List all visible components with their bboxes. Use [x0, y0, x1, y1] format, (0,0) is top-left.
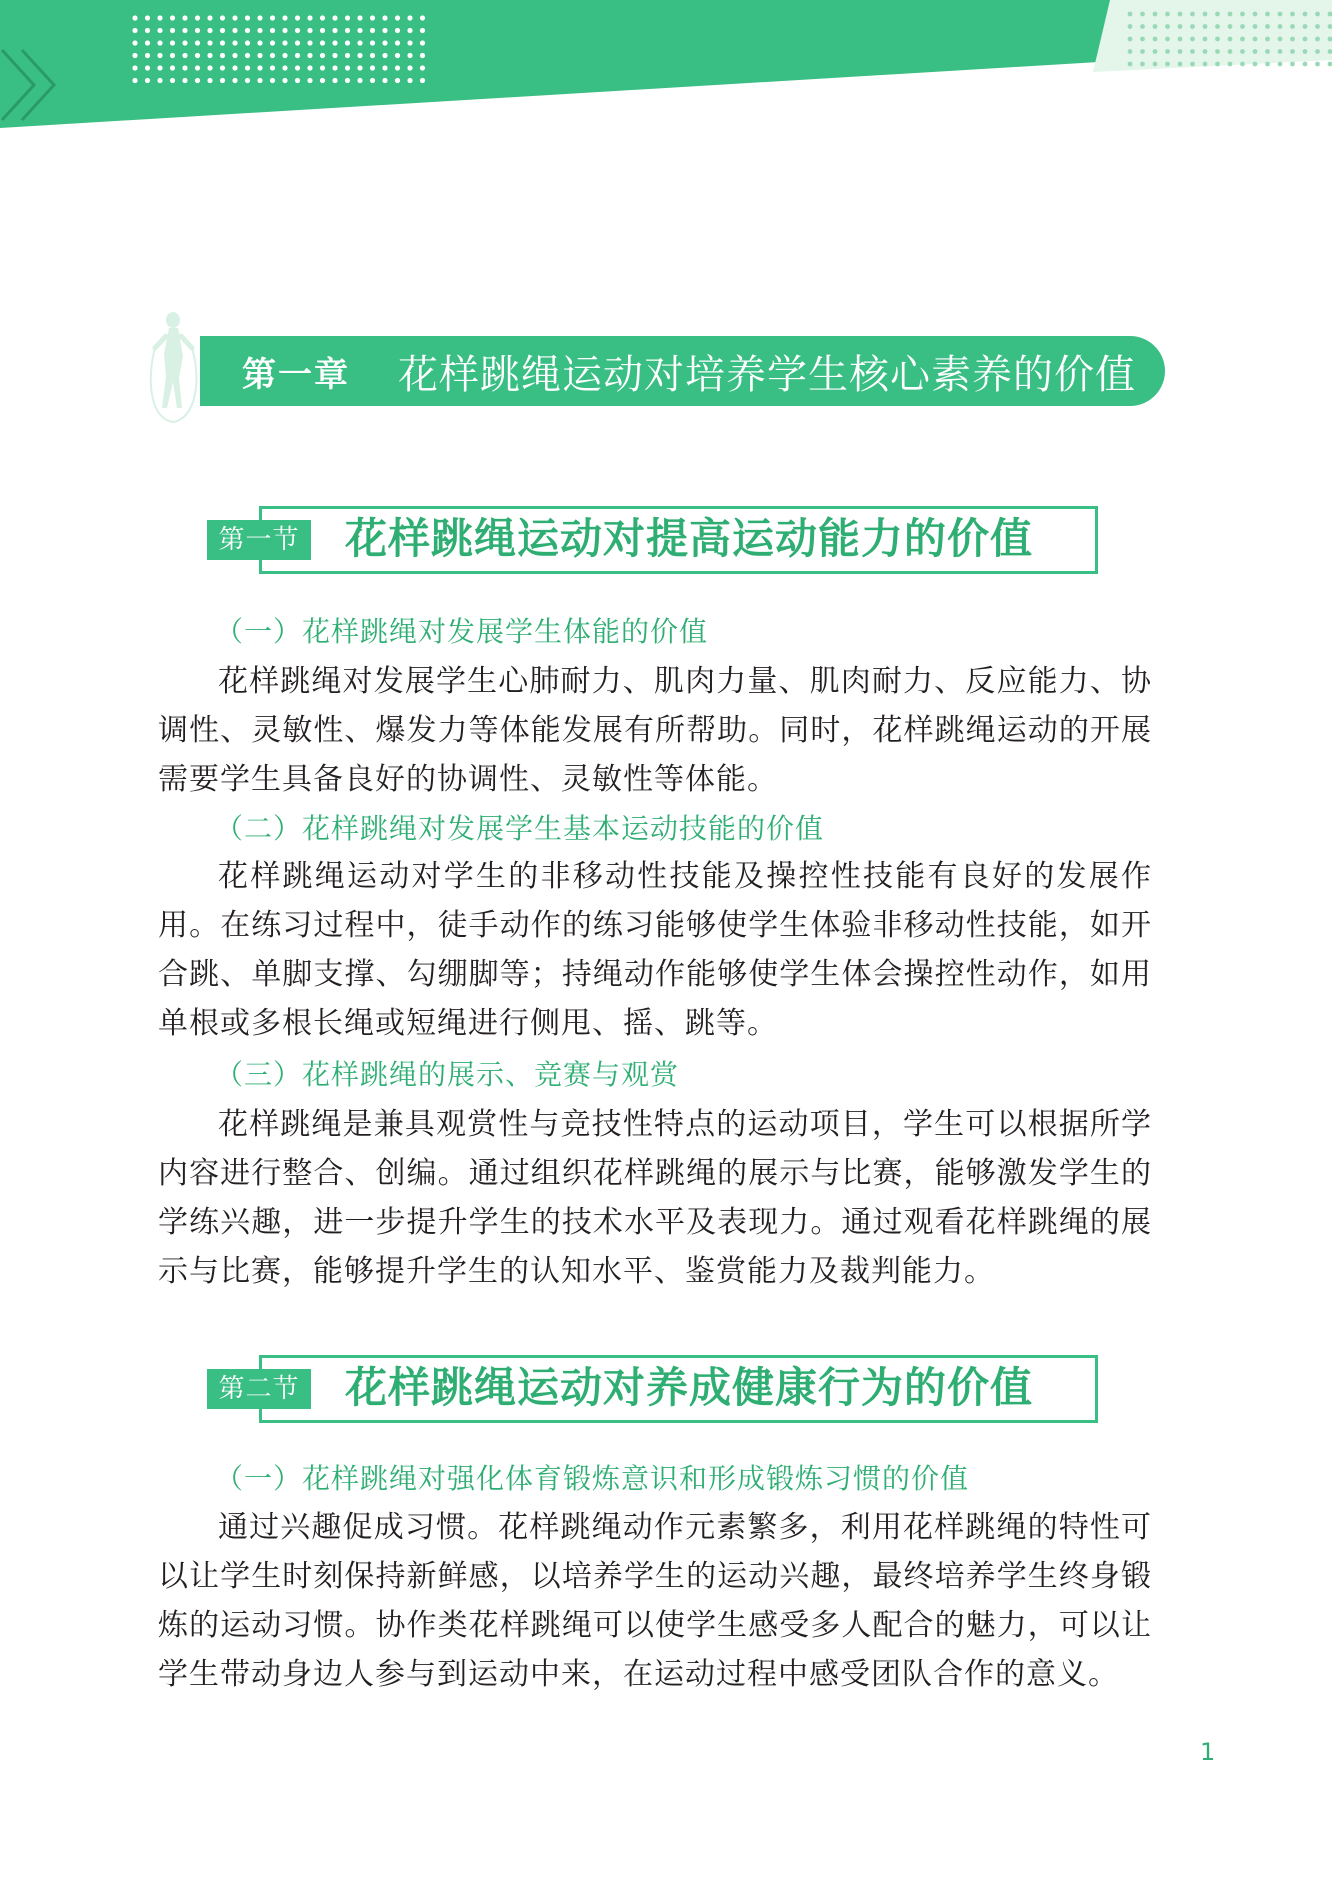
chapter-title-bar [200, 336, 1165, 406]
section-title: 花样跳绳运动对提高运动能力的价值 [345, 514, 1034, 563]
paragraph: 花样跳绳是兼具观赏性与竞技性特点的运动项目，学生可以根据所学内容进行整合、创编。通过组织花样跳绳的展示与比赛，能够激发学生的学练兴趣，进一步提升学生的技术水平及表现力。通过观看花样跳绳的展示与比赛，能够提升学生的认知水平、鉴赏能力及裁判能力。 [158, 1107, 1152, 1289]
chapter-heading [145, 308, 1165, 428]
section-title: 花样跳绳运动对养成健康行为的价值 [345, 1363, 1034, 1412]
paragraph: 花样跳绳对发展学生心肺耐力、肌肉力量、肌肉耐力、反应能力、协调性、灵敏性、爆发力等体能发展有所帮助。同时，花样跳绳运动的开展需要学生具备良好的协调性、灵敏性等体能。 [158, 664, 1152, 797]
paragraph: 通过兴趣促成习惯。花样跳绳动作元素繁多，利用花样跳绳的特性可以让学生时刻保持新鲜感，以培养学生的运动兴趣，最终培养学生终身锻炼的运动习惯。协作类花样跳绳可以使学生感受多人配合的魅力，可以让学生带动身边人参与到运动中来，在运动过程中感受团队合作的意义。 [158, 1510, 1152, 1692]
subsection-heading: （一）花样跳绳对强化体育锻炼意识和形成锻炼习惯的价值 [215, 1462, 970, 1495]
section-heading-1 [207, 506, 1100, 574]
chapter-label: 第一章 [242, 354, 350, 395]
header-banner [0, 0, 1332, 130]
section-label: 第一节 [207, 520, 311, 560]
jump-rope-figure-icon [145, 308, 205, 426]
paragraph: 花样跳绳运动对学生的非移动性技能及操控性技能有良好的发展作用。在练习过程中，徒手动作的练习能够使学生体验非移动性技能，如开合跳、单脚支撑、勾绷脚等；持绳动作能够使学生体会操控性动作，如用单根或多根长绳或短绳进行侧甩、摇、跳等。 [158, 859, 1152, 1041]
chapter-title: 花样跳绳运动对培养学生核心素养的价值 [398, 351, 1136, 398]
section-label: 第二节 [207, 1369, 311, 1409]
subsection-heading: （二）花样跳绳对发展学生基本运动技能的价值 [215, 812, 825, 845]
section-heading-2 [207, 1355, 1100, 1423]
page-number: 1 [1200, 1738, 1216, 1766]
subsection-heading: （一）花样跳绳对发展学生体能的价值 [215, 615, 709, 648]
subsection-heading: （三）花样跳绳的展示、竞赛与观赏 [215, 1058, 680, 1091]
